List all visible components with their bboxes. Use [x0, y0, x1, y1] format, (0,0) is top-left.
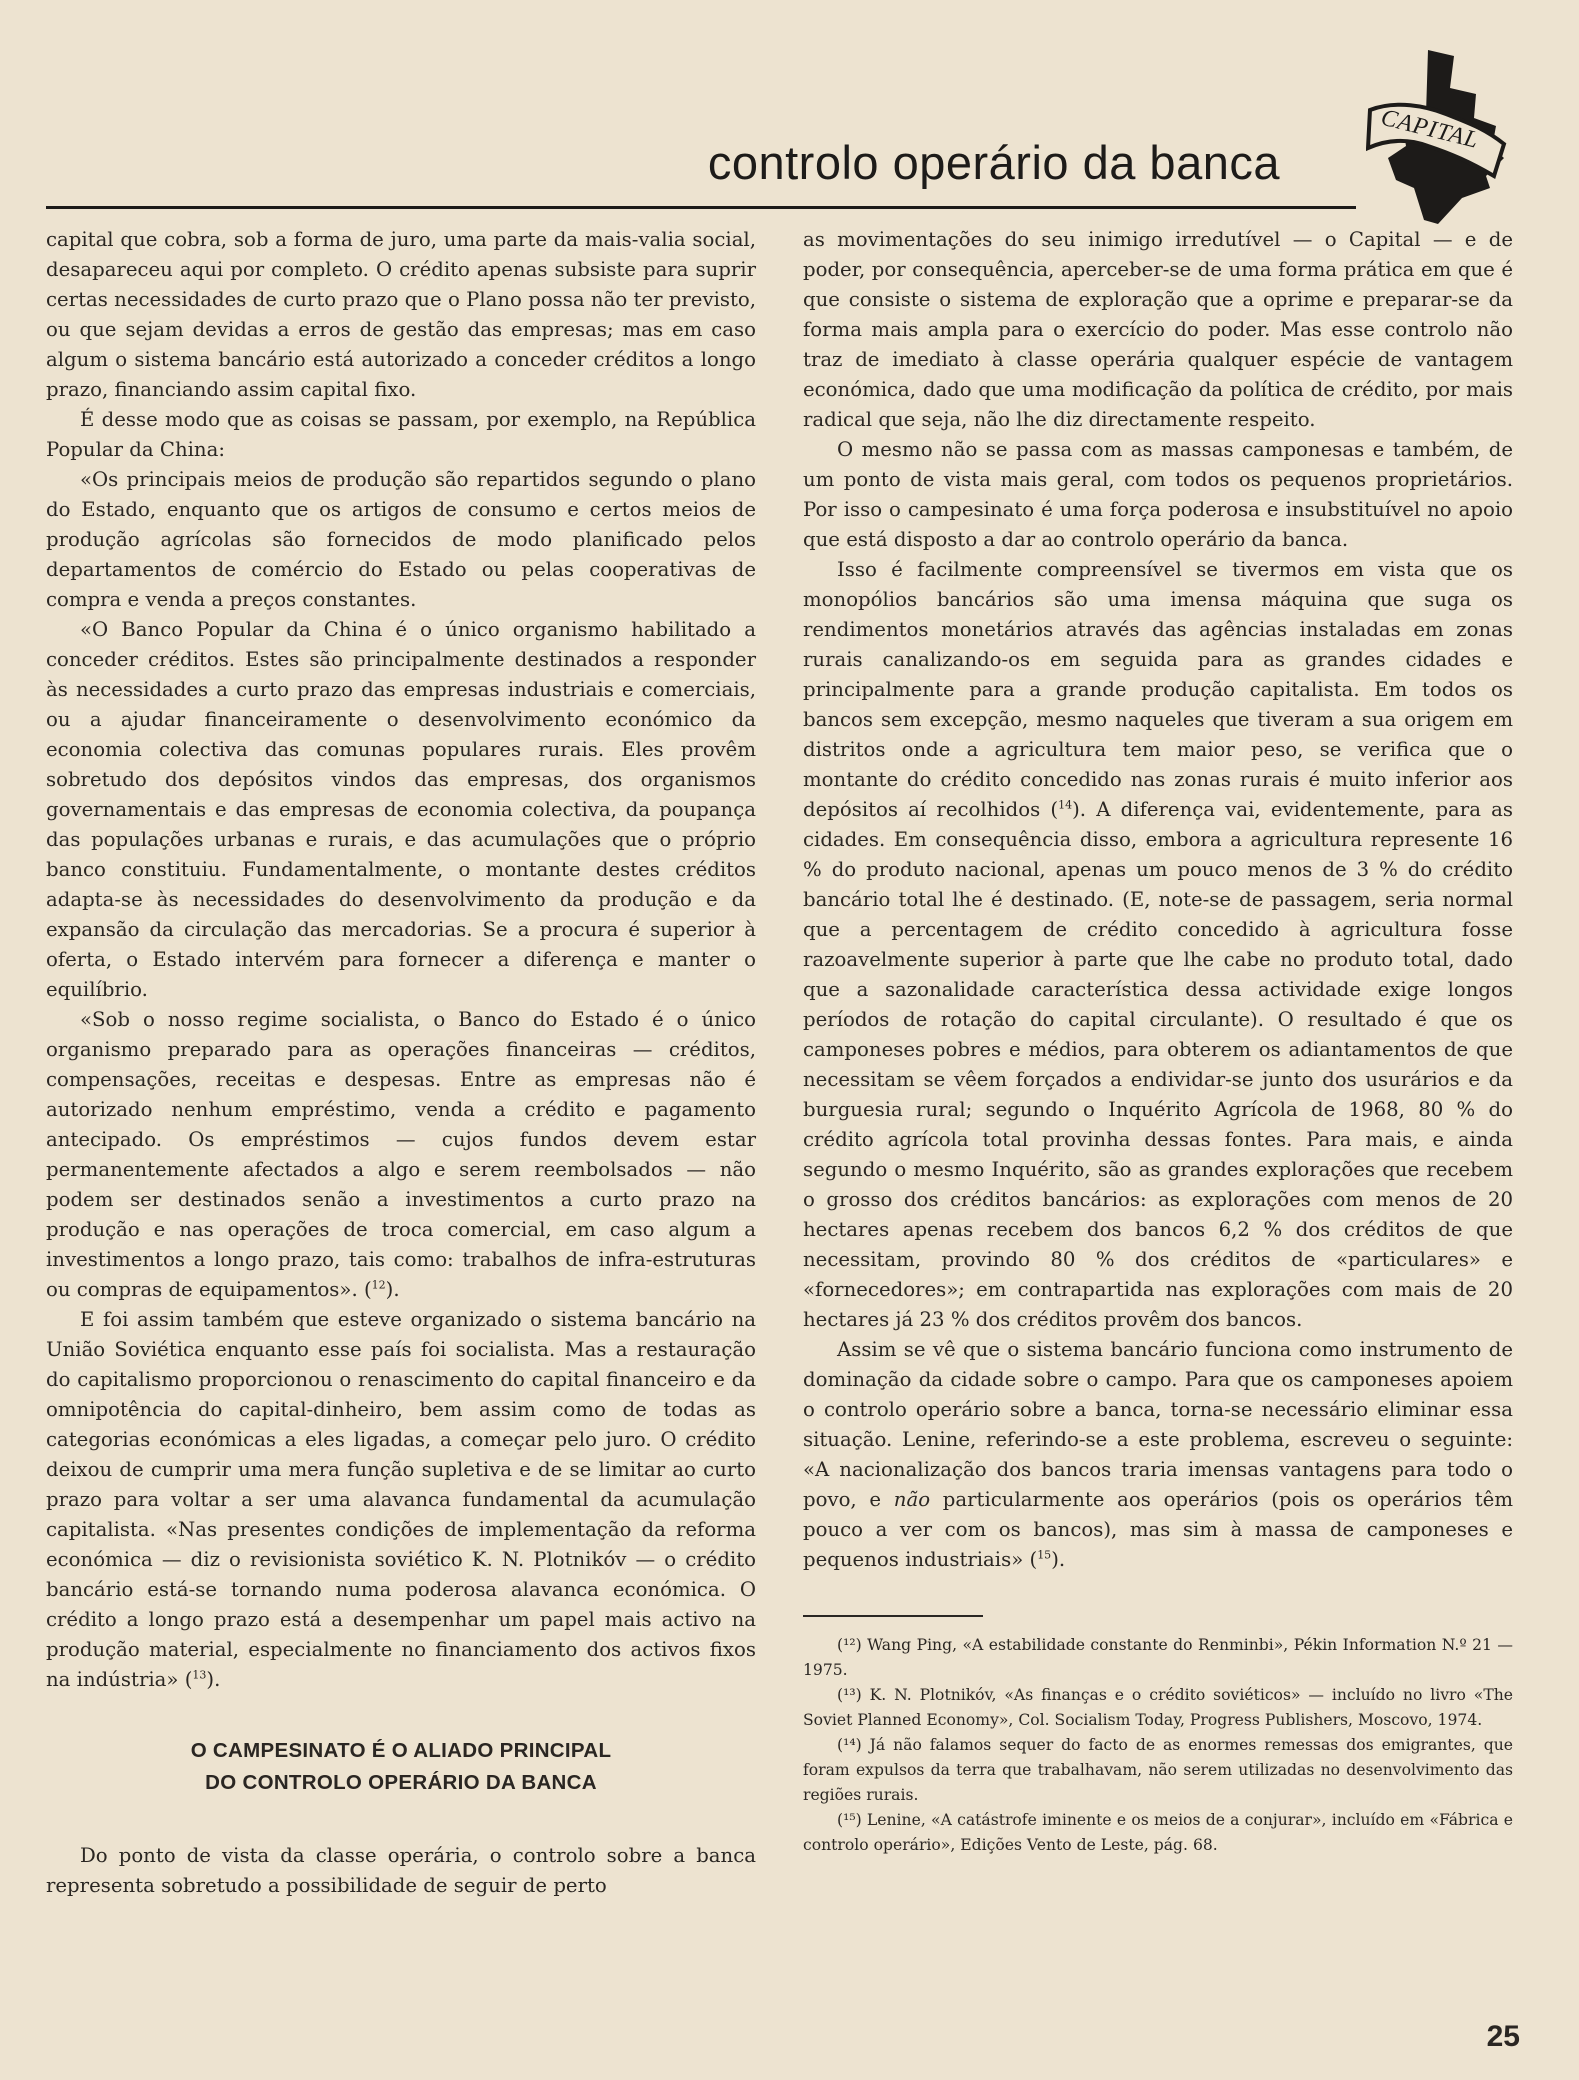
- footnote-15: (¹⁵) Lenine, «A catástrofe iminente e os meios de a conjurar», incluído em «Fábrica e controlo operário», Edições Vento de Leste, pág. 68.: [803, 1811, 1513, 1854]
- section-heading: [46, 1735, 756, 1799]
- footnote-14: (¹⁴) Já não falamos sequer do facto de as enormes remessas dos emigrantes, que foram expulsos da terra que trabalhavam, não serem utilizadas no desenvolvimento das regiões rurais.: [803, 1736, 1513, 1804]
- left-closing-paragraph: Do ponto de vista da classe operária, o controlo sobre a banca representa sobretudo a possibilidade de seguir de perto: [46, 1844, 756, 1897]
- right-paragraph-4: [803, 1335, 1513, 1575]
- right-paragraph-4-part-2: particularmente aos operários (pois os operários têm pouco a ver com os bancos), mas sim à massa de camponeses e pequenos industriais» (: [803, 1488, 1514, 1571]
- left-paragraph-6-text: E foi assim também que esteve organizado o sistema bancário na União Soviética enquanto esse país foi socialista. Mas a restauração do capitalismo proporcionou o renascimento do capital financeiro e da omnipotência do capital-dinheiro, bem assim como de todas as categorias económicas a eles ligadas, a começar pelo juro. O crédito deixou de cumprir uma mera função supletiva e de se limitar ao curto prazo para voltar a ser uma alavanca fundamental da acumulação capitalista. «Nas presentes condições de implementação da reforma económica — diz o revisionista soviético K. N. Plotnikóv — o crédito bancário está-se tornando numa poderosa alavanca económica. O crédito a longo prazo está a desempenhar um papel mais activo na produção material, especialmente no financiamento dos activos fixos na indústria» (: [46, 1308, 756, 1691]
- left-paragraph-4: «O Banco Popular da China é o único organismo habilitado a conceder créditos. Estes são principalmente destinados a responder às necessidades a curto prazo das empresas industriais e comerciais, ou a ajudar financeiramente o desenvolvimento económico da economia colectiva das comunas populares rurais. Eles provêm sobretudo dos depósitos vindos das empresas, dos organismos governamentais e das empresas de economia colectiva, da poupança das populações urbanas e rurais, e das acumulações que o próprio banco constituiu. Fundamentalmente, o montante destes créditos adapta-se às necessidades do desenvolvimento da produção e da expansão da circulação das mercadorias. Se a procura é superior à oferta, o Estado intervém para fornecer a diferença e manter o equilíbrio.: [46, 618, 756, 1001]
- footnote-12: (¹²) Wang Ping, «A estabilidade constante do Renminbi», Pékin Information N.º 21 — 1975.: [803, 1636, 1513, 1679]
- footnote-ref-12: 12: [371, 1278, 386, 1292]
- section-heading-line-1: O CAMPESINATO É O ALIADO PRINCIPAL: [190, 1739, 612, 1762]
- logo-text: CAPITAL: [1378, 104, 1482, 154]
- left-paragraph-1: capital que cobra, sob a forma de juro, uma parte da mais-valia social, desapareceu aqui por completo. O crédito apenas subsiste para suprir certas necessidades de curto prazo que o Plano possa não ter previsto, ou que sejam devidas a erros de gestão das empresas; mas em caso algum o sistema bancário está autorizado a conceder créditos a longo prazo, financiando assim capital fixo.: [46, 228, 756, 401]
- footnote-rule: [803, 1615, 983, 1617]
- footnote-ref-14: 14: [1058, 798, 1073, 812]
- footnotes: [803, 1633, 1513, 1858]
- emphasis-nao: não: [893, 1488, 931, 1511]
- left-paragraph-2: É desse modo que as coisas se passam, por exemplo, na República Popular da China:: [46, 408, 756, 461]
- right-paragraph-1: as movimentações do seu inimigo irredutível — o Capital — e de poder, por consequência, aperceber-se de uma forma prática em que é que consiste o sistema de exploração que a oprime e preparar-se da forma mais ampla para o exercício do poder. Mas esse controlo não traz de imediato à classe operária qualquer espécie de vantagem económica, dado que uma modificação da política de crédito, por mais radical que seja, não lhe diz directamente respeito.: [803, 228, 1513, 431]
- page-header-title: controlo operário da banca: [707, 136, 1280, 189]
- right-paragraph-3-part-1: Isso é facilmente compreensível se tivermos em vista que os monopólios bancários são uma imensa máquina que suga os rendimentos monetários através das agências instaladas em zonas rurais canalizando-os em seguida para as grandes cidades e principalmente para a grande produção capitalista. Em todos os bancos sem excepção, mesmo naqueles que tiveram a sua origem em distritos onde a agricultura tem maior peso, se verifica que o montante do crédito concedido nas zonas rurais é muito inferior aos depósitos aí recolhidos (: [803, 558, 1513, 821]
- ref-close: ).: [206, 1668, 221, 1691]
- left-paragraph-6: [46, 1305, 756, 1695]
- left-paragraph-5-text: «Sob o nosso regime socialista, o Banco do Estado é o único organismo preparado para as operações financeiras — créditos, compensações, receitas e despesas. Entre as empresas não é autorizado nenhum empréstimo, venda a crédito e pagamento antecipado. Os empréstimos — cujos fundos devem estar permanentemente afectados a algo e serem reembolsados — não podem ser destinados senão a investimentos a curto prazo na produção e nas operações de troca comercial, em caso algum a investimentos a longo prazo, tais como: trabalhos de infra-estruturas ou compras de equipamentos». (: [46, 1008, 756, 1301]
- right-paragraph-3: [803, 555, 1513, 1335]
- right-paragraph-4-part-3: ).: [1051, 1548, 1066, 1571]
- left-paragraph-5: [46, 1005, 756, 1305]
- section-heading-line-2: DO CONTROLO OPERÁRIO DA BANCA: [205, 1771, 597, 1794]
- right-paragraph-2: O mesmo não se passa com as massas camponesas e também, de um ponto de vista mais geral, com todos os pequenos proprietários. Por isso o campesinato é uma força poderosa e insubstituível no apoio que está disposto a dar ao controlo operário da banca.: [803, 438, 1513, 551]
- page-number: 25: [1486, 2020, 1520, 2053]
- left-column: [46, 225, 756, 1901]
- left-paragraph-3: «Os principais meios de produção são repartidos segundo o plano do Estado, enquanto que os artigos de consumo e certos meios de produção agrícolas são fornecidos de modo planificado pelos departamentos de comércio do Estado ou pelas cooperativas de compra e venda a preços constantes.: [46, 468, 756, 611]
- right-paragraph-3-part-2: ). A diferença vai, evidentemente, para as cidades. Em consequência disso, embora a agricultura represente 16 % do produto nacional, apenas um pouco menos de 3 % do crédito bancário total lhe é destinado. (E, note-se de passagem, seria normal que a percentagem de crédito concedido à agricultura fosse razoavelmente superior à parte que lhe cabe no produto total, dado que a sazonalidade característica dessa actividade exige longos períodos de rotação do capital circulante). O resultado é que os camponeses pobres e médios, para obterem os adiantamentos de que necessitam se vêem forçados a endividar-se junto dos usurários e da burguesia rural; segundo o Inquérito Agrícola de 1968, 80 % do crédito agrícola total provinha dessas fontes. Para mais, e ainda segundo o mesmo Inquérito, são as grandes explorações que recebem o grosso dos créditos bancários: as explorações com menos de 20 hectares apenas recebem dos bancos 6,2 % dos créditos de que necessitam, provindo 80 % dos créditos de «particulares» e «fornecedores»; em contrapartida nas explorações com mais de 20 hectares já 23 % dos créditos provêm dos bancos.: [803, 798, 1513, 1331]
- ref-close: ).: [385, 1278, 400, 1301]
- right-paragraph-4-part-1: Assim se vê que o sistema bancário funciona como instrumento de dominação da cidade sobre o campo. Para que os camponeses apoiem o controlo operário sobre a banca, torna-se necessário eliminar essa situação. Lenine, referindo-se a este problema, escreveu o seguinte: «A nacionalização dos bancos traria imensas vantagens para todo o povo, e: [803, 1338, 1513, 1511]
- footnote-ref-15: 15: [1037, 1548, 1052, 1562]
- header-rule: [46, 206, 1356, 209]
- right-column: [803, 225, 1513, 1858]
- capital-hand-logo-icon: [1366, 48, 1508, 226]
- footnote-ref-13: 13: [192, 1668, 207, 1682]
- footnote-13: (¹³) K. N. Plotnikóv, «As finanças e o crédito soviéticos» — incluído no livro «The Soviet Planned Economy», Col. Socialism Today, Progress Publishers, Moscovo, 1974.: [803, 1686, 1513, 1729]
